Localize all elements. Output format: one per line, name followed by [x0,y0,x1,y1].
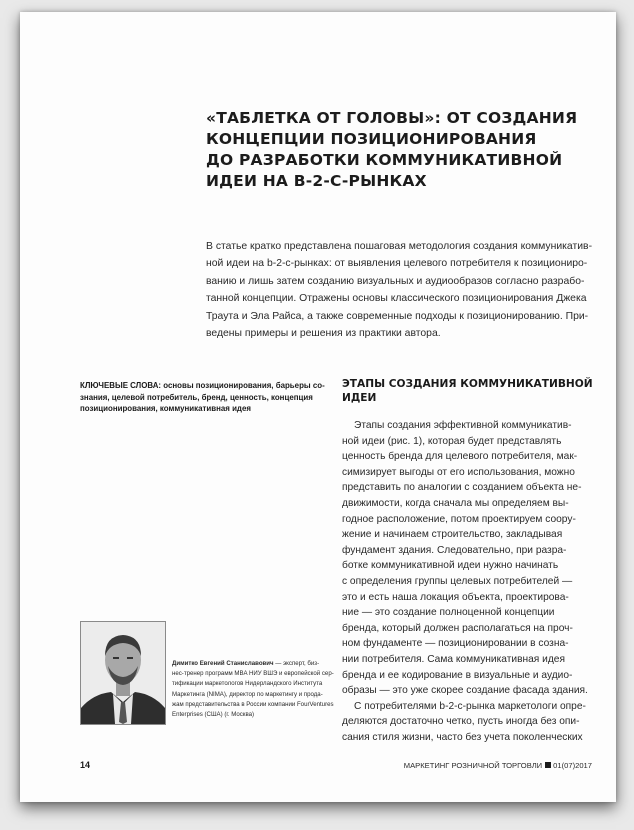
author-bio-line: тификации маркетологов Нидерландского Института [172,680,323,688]
keywords-line: позиционирования, коммуникативная идея [80,403,251,414]
abstract-line: ной идеи на b-2-c-рынках: от выявления целевого потребителя к позициониро- [206,258,588,270]
author-bio [172,659,332,720]
body-line: годное расположение, потом проектируем соору- [342,513,576,525]
author-bio-line: Enterprises (США) (г. Москва) [172,711,255,719]
keywords-block [80,380,325,415]
body-line: сания стиля жизни, часто без учета поколенческих [342,731,583,743]
section-heading-line: ИДЕИ [342,391,377,404]
section-body [342,418,604,745]
title-line: ДО РАЗРАБОТКИ КОММУНИКАТИВНОЙ [206,151,563,169]
author-photo [80,621,166,725]
body-line: с определения группы целевых потребителей — [342,575,573,587]
body-line: это и есть наша локация объекта, проектирова- [342,591,569,603]
title-line: ИДЕИ НА B-2-C-РЫНКАХ [206,172,427,190]
author-bio-line: Маркетинга (NIMA), директор по маркетингу и прода- [172,690,323,698]
section-heading [342,378,602,405]
body-line: ботке коммуникативной идеи нужно начинать [342,560,559,572]
body-line: бренда и ее кодирование в визуальные и аудио- [342,669,573,681]
body-line: жение и начинаем строительство, закладывая [342,529,563,541]
body-line: Этапы создания эффективной коммуникатив- [354,420,572,431]
author-name: Димитко Евгений Станиславович [172,660,274,667]
abstract-line: ванию и лишь затем созданию визуальных и аудиообразов согласно разрабо- [206,275,585,287]
author-bio-line: нес-тренер программ MBA НИУ ВШЭ и европейской сер- [172,670,334,678]
body-line: бренда, который должен располагаться на проч- [342,622,573,634]
body-line: ние — это создание полноценной концепции [342,607,555,619]
body-line: фундамент здания. Следовательно, при разра- [342,544,567,556]
journal-name: МАРКЕТИНГ РОЗНИЧНОЙ ТОРГОВЛИ [403,761,543,770]
body-line: движимости, когда сначала мы определяем вы- [342,497,569,509]
section-heading-line: ЭТАПЫ СОЗДАНИЯ КОММУНИКАТИВНОЙ [342,378,593,390]
author-bio-first-line [172,659,332,669]
journal-issue: 01(07)2017 [553,761,592,770]
body-line: симизирует выгоды от его использования, можно [342,466,575,478]
abstract-line: Траута и Эла Райса, а также современные подходы к позиционированию. При- [206,310,589,322]
article-page [20,12,616,802]
title-line: КОНЦЕПЦИИ ПОЗИЦИОНИРОВАНИЯ [206,130,537,148]
square-separator-icon [545,762,551,768]
article-title [206,108,576,192]
body-line: ном фундаменте — позиционировании в созна- [342,638,569,650]
author-bio-line: жам представительства в России компании FourVentures [172,700,334,708]
body-line: нии потребителя. Сама коммуникативная идея [342,653,565,665]
author-bio-line: — эксперт, биз- [273,660,320,667]
body-line: С потребителями b-2-c-рынка маркетологи опре- [354,700,586,712]
body-line: деляются достаточно четко, пусть иногда без опи- [342,716,580,728]
body-line: ной идеи (рис. 1), которая будет представлять [342,435,562,447]
keywords-line: КЛЮЧЕВЫЕ СЛОВА: основы позиционирования, барьеры со- [80,380,325,390]
keywords-line: знания, целевой потребитель, бренд, ценность, концепция [80,391,313,402]
body-line: представить по аналогии с созданием объекта не- [342,482,582,494]
journal-footer [404,761,592,770]
body-line: образы — это уже скорее создание фасада здания. [342,685,588,697]
article-abstract [206,238,593,342]
abstract-line: В статье кратко представлена пошаговая методология создания коммуникатив- [206,241,593,252]
title-line: «ТАБЛЕТКА ОТ ГОЛОВЫ»: ОТ СОЗДАНИЯ [206,109,578,127]
body-line: ценность бренда для целевого потребителя, мак- [342,451,578,463]
abstract-line: ведены примеры и решения из практики автора. [206,328,441,340]
page-number: 14 [80,760,91,770]
author-portrait-illustration [81,622,165,724]
abstract-line: танной концепции. Отражены основы классического позиционирования Джека [206,293,587,305]
